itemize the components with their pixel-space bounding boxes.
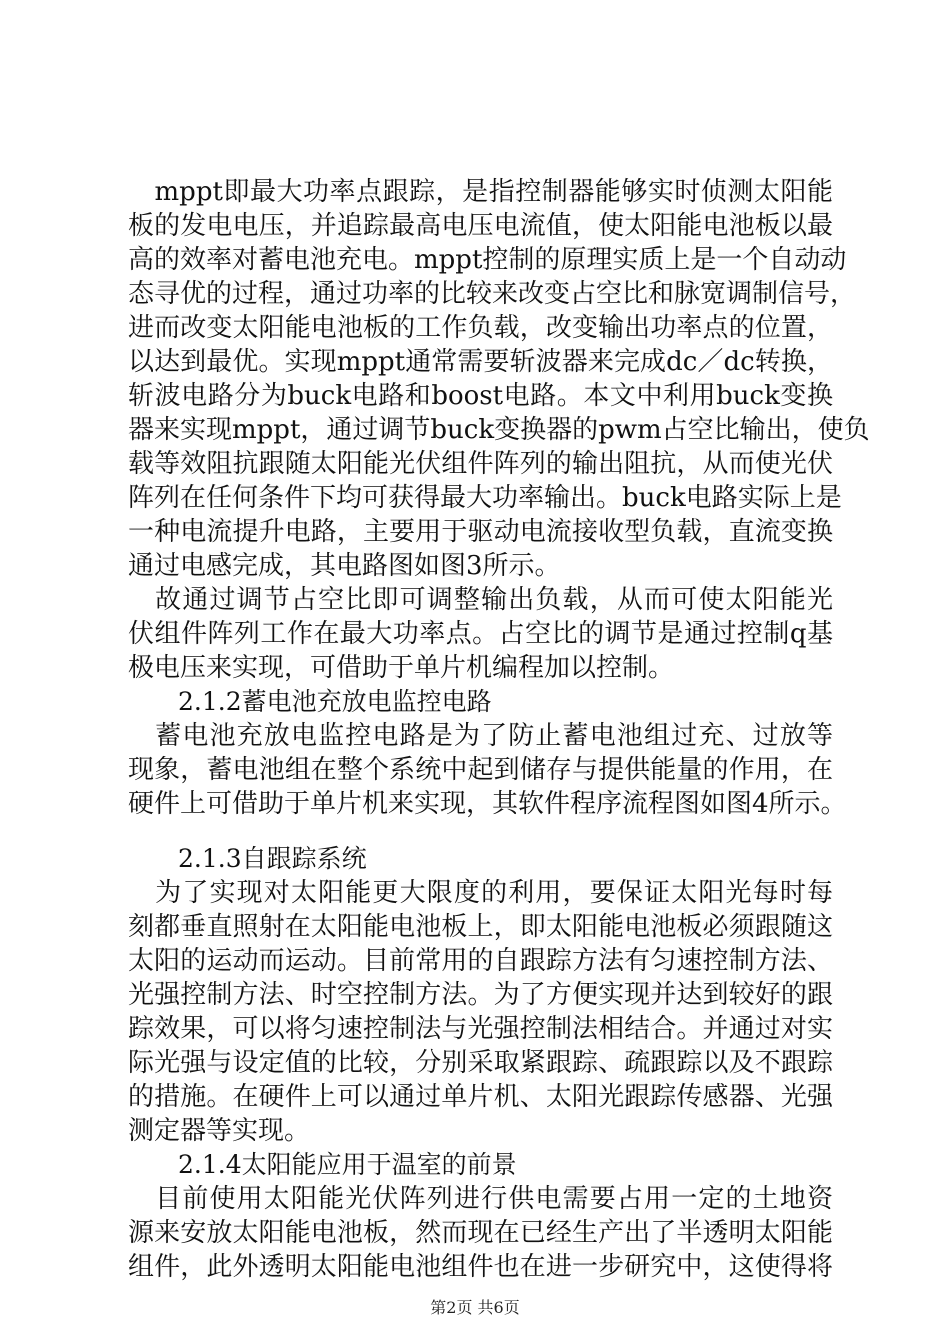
text-line: 器来实现mppt，通过调节buck变换器的pwm占空比输出，使负 xyxy=(128,415,870,445)
page-footer: 第2页 共6页 xyxy=(430,1298,520,1317)
text-line: 组件，此外透明太阳能电池组件也在进一步研究中，这使得将 xyxy=(128,1252,833,1282)
text-line: 进而改变太阳能电池板的工作负载，改变输出功率点的位置， xyxy=(128,313,833,343)
text-line: 载等效阻抗跟随太阳能光伏组件阵列的输出阻抗，从而使光伏 xyxy=(128,449,833,479)
section-heading: 2.1.3自跟踪系统 xyxy=(178,844,367,873)
text-line: 高的效率对蓄电池充电。mppt控制的原理实质上是一个自动动 xyxy=(128,245,847,275)
text-line: 伏组件阵列工作在最大功率点。占空比的调节是通过控制q基 xyxy=(128,619,833,649)
text-line: 阵列在任何条件下均可获得最大功率输出。buck电路实际上是 xyxy=(128,483,842,513)
text-line: 现象，蓄电池组在整个系统中起到储存与提供能量的作用，在 xyxy=(128,755,833,785)
section-heading: 2.1.4太阳能应用于温室的前景 xyxy=(178,1150,517,1179)
text-line: 的措施。在硬件上可以通过单片机、太阳光跟踪传感器、光强 xyxy=(128,1082,833,1112)
text-line: 踪效果，可以将匀速控制法与光强控制法相结合。并通过对实 xyxy=(128,1014,833,1044)
text-line: 蓄电池充放电监控电路是为了防止蓄电池组过充、过放等 xyxy=(128,721,833,751)
text-line: 故通过调节占空比即可调整输出负载，从而可使太阳能光 xyxy=(128,585,833,615)
text-line: 光强控制方法、时空控制方法。为了方便实现并达到较好的跟 xyxy=(128,980,833,1010)
section-heading: 2.1.2蓄电池充放电监控电路 xyxy=(178,687,492,716)
text-line: 板的发电电压，并追踪最高电压电流值，使太阳能电池板以最 xyxy=(128,211,833,241)
text-line: 目前使用太阳能光伏阵列进行供电需要占用一定的土地资 xyxy=(128,1184,833,1214)
text-line: 斩波电路分为buck电路和boost电路。本文中利用buck变换 xyxy=(128,381,833,411)
text-line: 以达到最优。实现mppt通常需要斩波器来完成dc／dc转换， xyxy=(128,347,833,377)
text-line: 际光强与设定值的比较，分别采取紧跟踪、疏跟踪以及不跟踪 xyxy=(128,1048,833,1078)
text-line: 态寻优的过程，通过功率的比较来改变占空比和脉宽调制信号， xyxy=(128,279,857,309)
text-line: 硬件上可借助于单片机来实现，其软件程序流程图如图4所示。 xyxy=(128,789,847,819)
text-line: 太阳的运动而运动。目前常用的自跟踪方法有匀速控制方法、 xyxy=(128,946,833,976)
text-line: 测定器等实现。 xyxy=(128,1116,311,1146)
text-line: 一种电流提升电路，主要用于驱动电流接收型负载，直流变换 xyxy=(128,517,833,547)
text-line: 源来安放太阳能电池板，然而现在已经生产出了半透明太阳能 xyxy=(128,1218,833,1248)
text-line: mppt即最大功率点跟踪，是指控制器能够实时侦测太阳能 xyxy=(128,177,833,207)
text-line: 通过电感完成，其电路图如图3所示。 xyxy=(128,551,561,581)
text-line: 刻都垂直照射在太阳能电池板上，即太阳能电池板必须跟随这 xyxy=(128,912,833,942)
text-line: 极电压来实现，可借助于单片机编程加以控制。 xyxy=(128,653,675,683)
text-line: 为了实现对太阳能更大限度的利用，要保证太阳光每时每 xyxy=(128,878,833,908)
